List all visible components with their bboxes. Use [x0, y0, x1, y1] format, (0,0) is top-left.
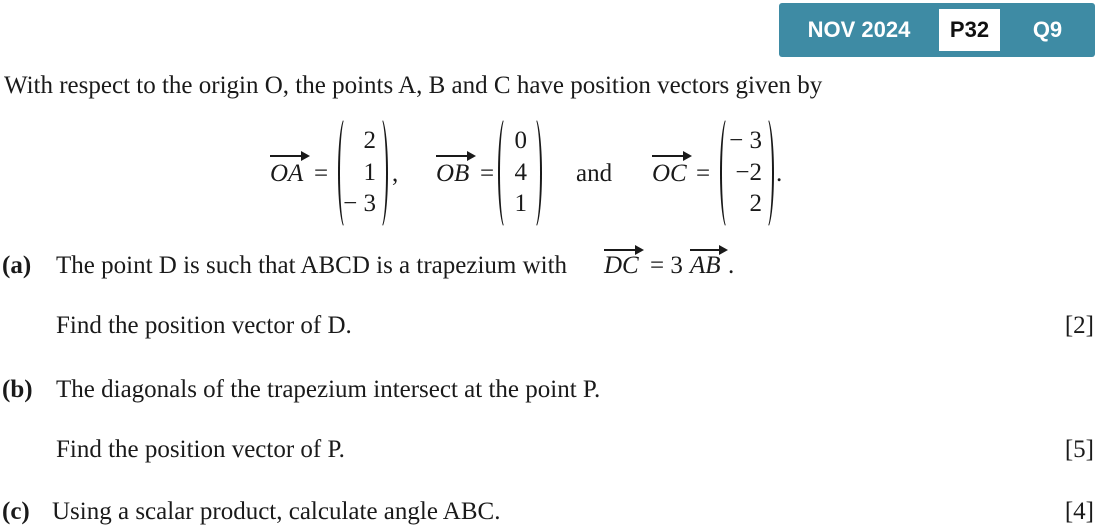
part-a-stem [56, 252, 567, 280]
part-b-task: Find the position vector of P. [56, 436, 345, 463]
intro-text: With respect to the origin O, the points A, B and C have position vectors given by [4, 72, 823, 99]
vector-name: OB [436, 160, 470, 187]
part-b-label: (b) [2, 376, 33, 403]
question-number: Q9 [1032, 17, 1063, 42]
column-vector [498, 118, 542, 230]
equals-sign: = [480, 160, 495, 187]
component: − 3 [729, 127, 762, 154]
vector-arrow [270, 155, 308, 157]
paper-label: P32 [939, 9, 1000, 51]
and-word: and [576, 160, 613, 187]
vector-arrow [436, 155, 474, 157]
part-b-marks: [5] [1064, 436, 1094, 463]
part-c-label: (c) [2, 498, 30, 525]
component: −2 [735, 159, 762, 186]
component: 1 [363, 159, 376, 186]
column-vector [338, 118, 388, 230]
equals-three: = 3 [650, 252, 683, 279]
session-label: NOV 2024 [807, 17, 911, 42]
vector-arrow [690, 249, 726, 251]
part-a-task: Find the position vector of D. [56, 312, 352, 339]
vector-ab: AB [690, 252, 721, 279]
part-a-stem-text: The point D is such that ABCD is a trapezium with [56, 252, 568, 279]
right-paren [760, 118, 774, 228]
component: 2 [749, 190, 762, 217]
right-paren [374, 118, 388, 228]
part-c-task: Using a scalar product, calculate angle ABC. [52, 498, 501, 525]
part-b-stem: The diagonals of the trapezium intersect at the point P. [56, 376, 601, 403]
period: . [776, 160, 783, 187]
vector-arrow [652, 155, 690, 157]
vector-arrow [604, 249, 642, 251]
part-a-label: (a) [2, 252, 32, 279]
component: 4 [514, 159, 527, 186]
component: 2 [363, 127, 376, 154]
comma: , [392, 160, 399, 187]
component: − 3 [343, 190, 376, 217]
equals-sign: = [314, 160, 329, 187]
vector-name: OA [270, 160, 304, 187]
period: . [728, 252, 735, 279]
left-paren [498, 118, 512, 228]
column-vector [720, 118, 774, 230]
component: 0 [514, 127, 527, 154]
vector-dc: DC [604, 252, 639, 279]
part-c-marks: [4] [1064, 498, 1094, 525]
vector-name: OC [652, 160, 687, 187]
right-paren [528, 118, 542, 228]
component: 1 [514, 190, 527, 217]
equals-sign: = [696, 160, 711, 187]
part-a-marks: [2] [1064, 312, 1094, 339]
question-badge [779, 3, 1095, 57]
